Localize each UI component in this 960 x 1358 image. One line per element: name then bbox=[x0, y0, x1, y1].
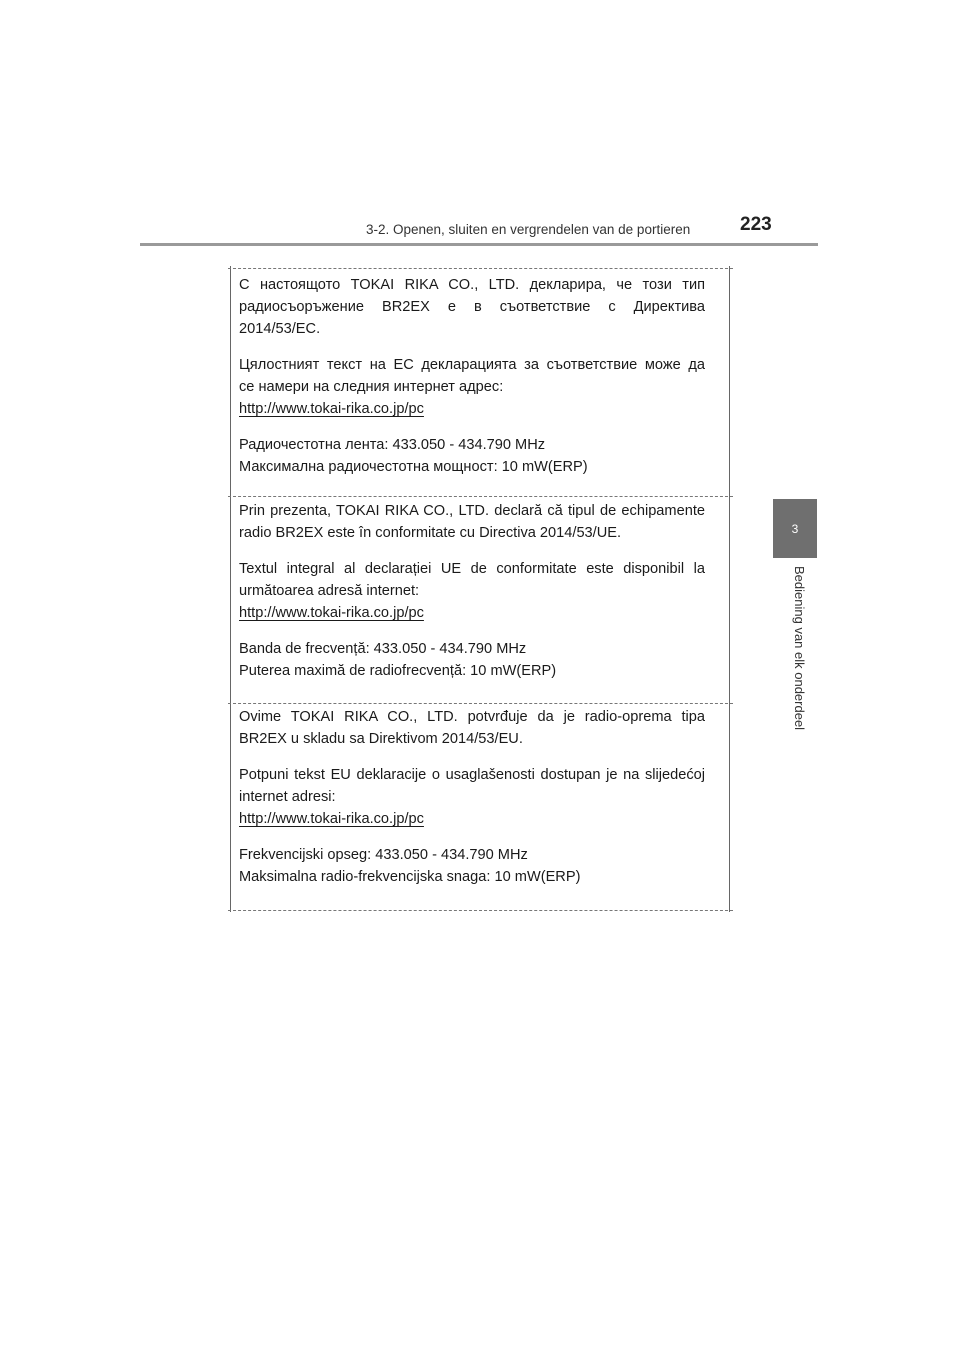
declaration-line: radio BR2EX este în conformitate cu Directiva 2014/53/UE. bbox=[239, 525, 622, 541]
declaration-section-ro bbox=[239, 500, 705, 682]
declaration-line: С настоящото TOKAI RIKA CO., LTD. декларира, че този тип bbox=[239, 277, 705, 293]
box-bottom-border bbox=[228, 910, 733, 911]
declaration-line: Цялостният текст на ЕС декларацията за съответствие може да bbox=[239, 357, 705, 373]
chapter-tab bbox=[773, 499, 817, 558]
declaration-section-hr bbox=[239, 706, 705, 888]
declaration-line: се намери на следния интернет адрес: bbox=[239, 379, 504, 395]
declaration-line: Potpuni tekst EU deklaracije o usaglašenosti dostupan je na slijedećoj bbox=[239, 767, 705, 783]
box-top-border bbox=[228, 268, 733, 269]
declaration-line: internet adresi: bbox=[239, 789, 336, 805]
declaration-line: 2014/53/ЕС. bbox=[239, 321, 321, 337]
max-power-text: Максимална радиочестотна мощност: 10 mW(ERP) bbox=[239, 459, 588, 475]
max-power-text: Puterea maximă de radiofrecvență: 10 mW(ERP) bbox=[239, 663, 557, 679]
page-number: 223 bbox=[740, 214, 772, 235]
declaration-line: următoarea adresă internet: bbox=[239, 583, 420, 599]
declaration-url-link[interactable]: http://www.tokai-rika.co.jp/pc bbox=[239, 811, 424, 827]
frequency-band-text: Радиочестотна лента: 433.050 - 434.790 MHz bbox=[239, 437, 546, 453]
declaration-section-bg bbox=[239, 274, 705, 478]
frequency-band-text: Banda de frecvență: 433.050 - 434.790 MHz bbox=[239, 641, 527, 657]
header-divider bbox=[140, 243, 818, 246]
declaration-line: BR2EX u skladu sa Direktivom 2014/53/EU. bbox=[239, 731, 523, 747]
section-divider bbox=[228, 703, 733, 704]
section-title: 3-2. Openen, sluiten en vergrendelen van de portieren bbox=[366, 222, 691, 237]
section-divider bbox=[228, 496, 733, 497]
chapter-label: Bediening van elk onderdeel bbox=[792, 566, 807, 731]
declaration-url-link[interactable]: http://www.tokai-rika.co.jp/pc bbox=[239, 605, 424, 621]
declaration-url-link[interactable]: http://www.tokai-rika.co.jp/pc bbox=[239, 401, 424, 417]
declaration-line: Ovime TOKAI RIKA CO., LTD. potvrđuje da je radio-oprema tipa bbox=[239, 709, 705, 725]
frequency-band-text: Frekvencijski opseg: 433.050 - 434.790 MHz bbox=[239, 847, 528, 863]
declaration-line: Prin prezenta, TOKAI RIKA CO., LTD. declară că tipul de echipamente bbox=[239, 503, 705, 519]
declaration-line: радиосъоръжение BR2EX е в съответствие с Директива bbox=[239, 299, 705, 315]
chapter-number: 3 bbox=[791, 521, 799, 536]
max-power-text: Maksimalna radio-frekvencijska snaga: 10 mW(ERP) bbox=[239, 869, 581, 885]
declaration-line: Textul integral al declarației UE de conformitate este disponibil la bbox=[239, 561, 705, 577]
